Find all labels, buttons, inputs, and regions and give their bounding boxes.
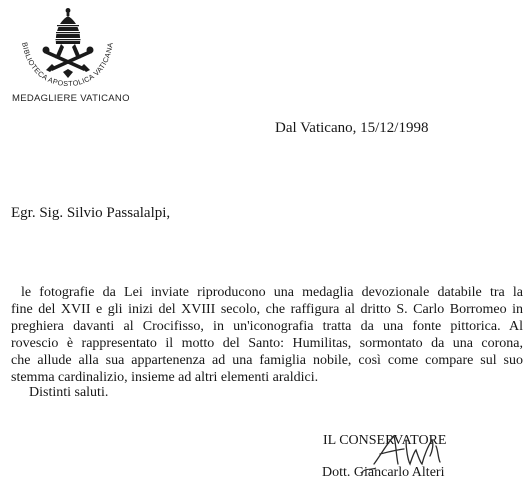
- seal-text: BIBLIOTECA APOSTOLICA VATICANA: [20, 41, 115, 89]
- closing: Distinti saluti.: [29, 385, 109, 400]
- body-line: fine del XVII e gli inizi del XVIII secolo, che raffigura al dritto S. Carlo Borromeo in: [11, 302, 523, 317]
- body-line: preghiera davanti al Crocifisso, in un'iconografia tratta da una fonte pittorica. Al: [11, 319, 523, 334]
- department-name: MEDAGLIERE VATICANO: [12, 93, 130, 104]
- letter-date: Dal Vaticano, 15/12/1998: [275, 120, 429, 136]
- svg-text:BIBLIOTECA APOSTOLICA VATICANA: [20, 41, 115, 88]
- papal-coat-of-arms-icon: [8, 6, 126, 92]
- salutation: Egr. Sig. Silvio Passalalpi,: [11, 205, 171, 221]
- library-seal: [8, 6, 126, 92]
- body-line: rovescio è rappresentato il motto del Santo: Humilitas, sormontato da una corona,: [11, 336, 523, 351]
- signer-name: Dott. Giancarlo Alteri: [322, 465, 445, 480]
- body-line: stemma cardinalizio, insieme ad altri elementi araldici.: [11, 370, 319, 385]
- body-line: le fotografie da Lei inviate riproducono una medaglia devozionale databile tra la: [21, 285, 523, 300]
- signature-title: IL CONSERVATORE: [323, 433, 447, 448]
- letter-body: [11, 284, 523, 386]
- body-line: che allude alla sua appartenenza ad una famiglia nobile, così come compare sul suo: [11, 353, 523, 368]
